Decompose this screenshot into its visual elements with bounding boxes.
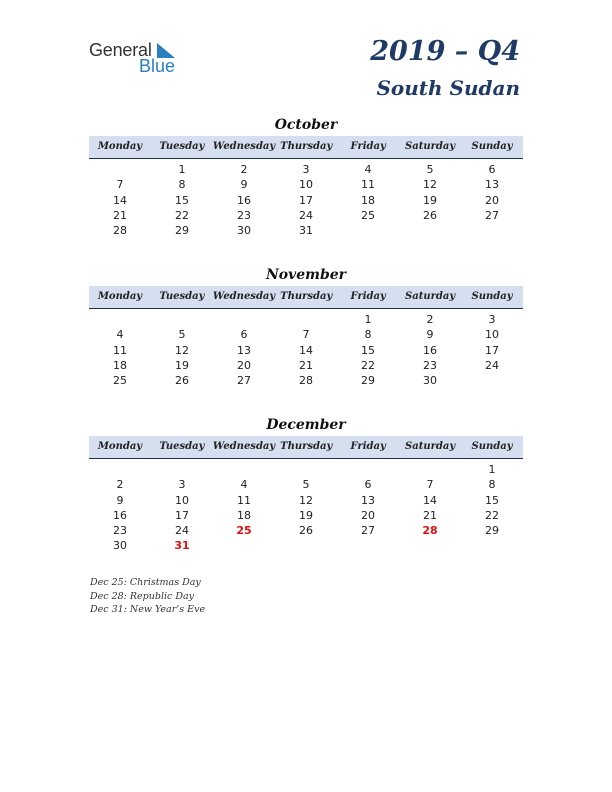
weekday-label: Thursday [280, 141, 333, 152]
logo-blue-text: Blue [139, 56, 176, 76]
month-calendar-december [89, 416, 523, 554]
weekday-header-row [89, 286, 523, 309]
date-cell: 6 [364, 478, 372, 492]
weekday-label: Sunday [471, 141, 513, 152]
week-row [89, 373, 523, 388]
date-cell: 31 [299, 224, 313, 238]
date-cell: 18 [237, 508, 251, 522]
date-cell: 2 [116, 478, 124, 492]
date-cell [275, 312, 337, 327]
date-cell: 29 [175, 224, 189, 238]
country-title: South Sudan [376, 76, 520, 100]
date-cell: 1 [488, 463, 496, 476]
date-cell: 19 [299, 508, 313, 522]
weekday-header-row [89, 136, 523, 159]
logo-general-text: General [89, 40, 152, 60]
date-cell [399, 223, 461, 238]
date-cell [151, 312, 213, 327]
week-row [89, 162, 523, 177]
date-cell: 21 [299, 358, 313, 372]
month-calendar-october [89, 116, 523, 238]
date-cell: 23 [237, 208, 251, 222]
date-cell: 30 [113, 539, 127, 553]
date-cell: 26 [175, 374, 189, 388]
date-cell: 8 [488, 478, 496, 492]
date-cell [89, 162, 151, 177]
date-cell: 9 [240, 178, 248, 192]
date-cell [151, 462, 213, 477]
date-cell: 24 [299, 208, 313, 222]
date-cell [337, 223, 399, 238]
date-cell: 8 [364, 328, 372, 342]
weekday-label: Wednesday [212, 291, 276, 302]
date-cell [399, 538, 461, 553]
date-cell [275, 538, 337, 553]
date-cell: 2 [426, 313, 434, 326]
weekday-label: Wednesday [212, 141, 276, 152]
date-cell: 11 [113, 343, 127, 357]
date-cell: 4 [240, 478, 248, 492]
date-cell [461, 538, 523, 553]
date-cell: 12 [175, 343, 189, 357]
weeks-grid [89, 312, 523, 388]
weekday-label: Thursday [280, 291, 333, 302]
date-cell [461, 373, 523, 388]
date-cell: 1 [178, 163, 186, 176]
weekday-label: Tuesday [159, 141, 205, 152]
holiday-note: Dec 28: Republic Day [90, 590, 195, 602]
date-cell: 6 [240, 328, 248, 342]
date-cell [89, 462, 151, 477]
weeks-grid [89, 162, 523, 238]
holiday-note: Dec 25: Christmas Day [90, 577, 201, 588]
week-row [89, 538, 523, 553]
date-cell: 18 [361, 193, 375, 207]
date-cell [213, 312, 275, 327]
date-cell: 29 [485, 524, 499, 538]
week-row [89, 193, 523, 208]
week-row [89, 462, 523, 477]
weekday-label: Sunday [471, 441, 513, 452]
date-cell: 3 [302, 163, 310, 176]
date-cell: 19 [423, 193, 437, 207]
date-cell: 18 [113, 358, 127, 372]
date-cell: 16 [113, 508, 127, 522]
date-cell: 4 [364, 163, 372, 176]
date-cell: 3 [178, 478, 186, 492]
date-cell: 15 [175, 193, 189, 207]
holiday-date-cell: 31 [174, 539, 190, 553]
date-cell: 19 [175, 358, 189, 372]
date-cell: 6 [488, 163, 496, 176]
holiday-notes [90, 576, 205, 617]
generalblue-logo [89, 40, 189, 76]
week-row [89, 477, 523, 492]
date-cell: 7 [302, 328, 310, 342]
date-cell: 7 [426, 478, 434, 492]
date-cell [337, 462, 399, 477]
date-cell: 9 [426, 328, 434, 342]
date-cell [337, 538, 399, 553]
date-cell: 21 [423, 508, 437, 522]
month-calendar-november [89, 266, 523, 388]
date-cell: 27 [361, 524, 375, 538]
date-cell [89, 312, 151, 327]
date-cell [461, 223, 523, 238]
week-row [89, 177, 523, 192]
date-cell [275, 462, 337, 477]
week-row [89, 508, 523, 523]
date-cell: 20 [485, 193, 499, 207]
weekday-label: Saturday [405, 141, 456, 152]
date-cell: 12 [299, 493, 313, 507]
weekday-label: Sunday [471, 291, 513, 302]
weekday-label: Monday [97, 441, 143, 452]
date-cell: 9 [116, 493, 124, 507]
month-name: October [274, 117, 338, 133]
date-cell: 26 [423, 208, 437, 222]
date-cell: 15 [485, 493, 499, 507]
date-cell: 13 [485, 178, 499, 192]
date-cell: 28 [299, 374, 313, 388]
date-cell: 8 [178, 178, 186, 192]
date-cell: 23 [423, 358, 437, 372]
date-cell: 10 [485, 328, 499, 342]
weekday-label: Thursday [280, 441, 333, 452]
date-cell: 17 [485, 343, 499, 357]
week-row [89, 358, 523, 373]
week-row [89, 327, 523, 342]
date-cell: 12 [423, 178, 437, 192]
date-cell: 5 [178, 328, 186, 342]
weeks-grid [89, 462, 523, 554]
date-cell: 16 [423, 343, 437, 357]
date-cell: 13 [237, 343, 251, 357]
week-row [89, 493, 523, 508]
date-cell: 2 [240, 163, 248, 176]
date-cell: 24 [175, 524, 189, 538]
date-cell: 27 [237, 374, 251, 388]
date-cell: 14 [113, 193, 127, 207]
date-cell: 13 [361, 493, 375, 507]
date-cell: 10 [175, 493, 189, 507]
weekday-label: Saturday [405, 291, 456, 302]
weekday-label: Tuesday [159, 441, 205, 452]
date-cell: 1 [364, 313, 372, 326]
date-cell [213, 538, 275, 553]
date-cell [213, 462, 275, 477]
date-cell: 20 [237, 358, 251, 372]
date-cell: 25 [113, 374, 127, 388]
date-cell: 28 [113, 224, 127, 238]
date-cell: 5 [302, 478, 310, 492]
date-cell: 21 [113, 208, 127, 222]
holiday-note: Dec 31: New Year’s Eve [90, 604, 206, 615]
weekday-label: Tuesday [159, 291, 205, 302]
month-name: December [266, 417, 346, 433]
date-cell: 23 [113, 524, 127, 538]
date-cell: 22 [485, 508, 499, 522]
weekday-label: Friday [350, 291, 386, 302]
week-row [89, 343, 523, 358]
date-cell: 20 [361, 508, 375, 522]
date-cell: 11 [361, 178, 375, 192]
date-cell: 29 [361, 374, 375, 388]
weekday-label: Monday [97, 291, 143, 302]
date-cell: 24 [485, 358, 499, 372]
weekday-label: Monday [97, 141, 143, 152]
date-cell: 17 [175, 508, 189, 522]
date-cell: 14 [423, 493, 437, 507]
weekday-header-row [89, 436, 523, 459]
page-title: 2019 – Q4 [370, 36, 520, 67]
date-cell: 15 [361, 343, 375, 357]
date-cell: 17 [299, 193, 313, 207]
date-cell: 11 [237, 493, 251, 507]
month-name: November [265, 267, 347, 283]
date-cell: 16 [237, 193, 251, 207]
holiday-date-cell: 28 [422, 524, 438, 538]
week-row [89, 223, 523, 238]
date-cell: 3 [488, 313, 496, 326]
date-cell: 7 [116, 178, 124, 192]
date-cell: 25 [361, 208, 375, 222]
date-cell [399, 462, 461, 477]
week-row [89, 523, 523, 538]
week-row [89, 312, 523, 327]
weekday-label: Saturday [405, 441, 456, 452]
weekday-label: Friday [350, 141, 386, 152]
date-cell: 5 [426, 163, 434, 176]
date-cell: 10 [299, 178, 313, 192]
date-cell: 4 [116, 328, 124, 342]
weekday-label: Friday [350, 441, 386, 452]
date-cell: 22 [361, 358, 375, 372]
date-cell: 30 [237, 224, 251, 238]
date-cell: 22 [175, 208, 189, 222]
date-cell: 14 [299, 343, 313, 357]
weekday-label: Wednesday [212, 441, 276, 452]
date-cell: 27 [485, 208, 499, 222]
date-cell: 26 [299, 524, 313, 538]
holiday-date-cell: 25 [236, 524, 252, 538]
date-cell: 30 [423, 374, 437, 388]
week-row [89, 208, 523, 223]
